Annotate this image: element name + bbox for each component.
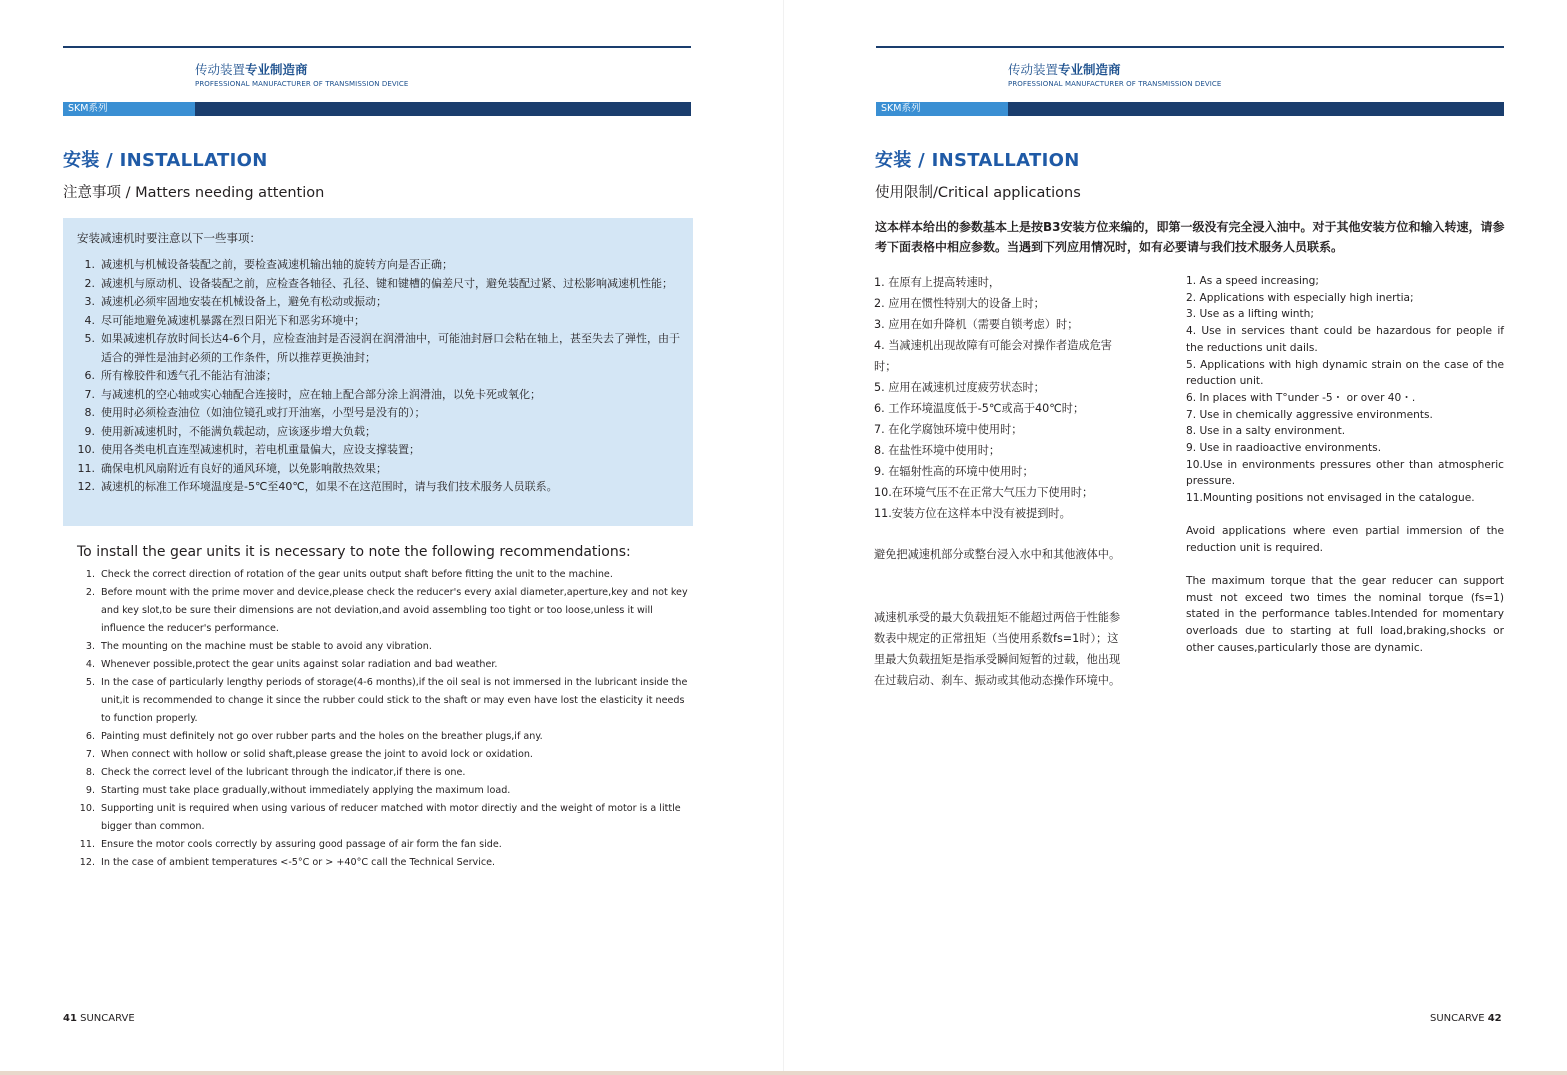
list-item	[77, 728, 697, 746]
brand-title-cn: 传动装置专业制造商	[1008, 62, 1121, 77]
critical-list-cn	[874, 272, 1124, 524]
list-item	[77, 638, 697, 656]
list-item-text: Starting must take place gradually,without immediately applying the maximum load.	[101, 785, 511, 796]
list-item-text: 减速机与机械设备装配之前，要检查减速机输出轴的旋转方向是否正确；	[101, 258, 453, 271]
brand-title-en: PROFESSIONAL MANUFACTURER OF TRANSMISSION DEVICE	[1008, 80, 1222, 88]
list-item: 3. Use as a lifting winth;	[1186, 308, 1314, 321]
list-item	[77, 330, 689, 367]
list-item: 10.Use in environments pressures other than atmospheric pressure.	[1186, 458, 1504, 488]
list-item-number: 7.	[84, 387, 95, 401]
list-item-number: 12.	[77, 480, 95, 493]
list-item: 2. 应用在惯性特别大的设备上时；	[874, 297, 1045, 310]
list-item-text: 所有橡胶件和透气孔不能沾有油漆；	[101, 369, 277, 382]
list-item-text: 与减速机的空心轴或实心轴配合连接时，应在轴上配合部分涂上润滑油，以免卡死或氧化；	[101, 387, 541, 401]
list-item: 3. 应用在如升降机（需要自锁考虑）时；	[874, 318, 1079, 331]
list-item: 4. Use in services thant could be hazardous for people if the reductions unit dails.	[1186, 325, 1504, 354]
list-item-number: 2.	[85, 587, 95, 598]
list-item	[77, 854, 697, 872]
list-item-text: The mounting on the machine must be stable to avoid any vibration.	[101, 641, 432, 652]
en-notes-list	[77, 566, 697, 872]
list-item-number: 12.	[79, 857, 95, 868]
list-item-number: 5.	[84, 332, 95, 345]
series-tag: SKM系列	[63, 102, 195, 116]
list-item: 9. Use in raadioactive environments.	[1186, 442, 1382, 455]
list-item-number: 6.	[85, 731, 95, 742]
list-item-number: 7.	[85, 749, 95, 760]
section-subtitle: 使用限制/Critical applications	[875, 185, 1081, 201]
list-item: 6. 工作环境温度低于-5℃或高于40℃时；	[874, 402, 1085, 415]
list-item-text: 使用时必须检查油位（如油位镜孔或打开油塞，小型号是没有的）；	[101, 406, 426, 419]
list-item	[77, 386, 689, 405]
list-item-number: 6.	[84, 369, 95, 382]
list-item-number: 11.	[79, 839, 95, 850]
header-rule	[63, 46, 691, 48]
torque-note-en: The maximum torque that the gear reducer can support must not exceed two times the nominal torque (fs=1) stated in the performance tables.Intended for momentary overloads due to starting at full load,braking,shocks or other causes,particularly those are dynamic.	[1186, 575, 1504, 654]
list-item-text: 减速机必须牢固地安装在机械设备上，避免有松动或振动；	[101, 295, 387, 308]
list-item-text: 减速机与原动机、设备装配之前，应检查各轴径、孔径、键和键槽的偏差尺寸，避免装配过紧、过松影响减速机性能；	[101, 276, 673, 290]
series-bar	[876, 102, 1504, 116]
list-item-text: 确保电机风扇附近有良好的通风环境，以免影响散热效果；	[101, 461, 387, 475]
list-item: 4. 当减速机出现故障有可能会对操作者造成危害时；	[874, 339, 1112, 373]
list-item	[77, 460, 689, 479]
list-item	[77, 800, 697, 836]
list-item	[77, 478, 689, 497]
list-item	[77, 312, 689, 331]
list-item-number: 3.	[84, 295, 95, 308]
critical-list-en	[1186, 273, 1504, 507]
list-item	[77, 746, 697, 764]
cn-notes-intro: 安装减速机时要注意以下一些事项：	[77, 231, 261, 245]
list-item	[77, 441, 689, 460]
immersion-note-cn: 避免把减速机部分或整台浸入水中和其他液体中。	[874, 548, 1121, 561]
section-subtitle: 注意事项 / Matters needing attention	[63, 185, 325, 201]
brand-header	[195, 62, 408, 89]
list-item: 2. Applications with especially high inertia;	[1186, 291, 1414, 304]
list-item-text: Before mount with the prime mover and device,please check the reducer's every axial diameter,aperture,key and not key and key slot,to be sure their dimensions are not deviation,and avoid assembling too tight or too loose,unless it will influence the reducer's performance.	[101, 587, 688, 634]
list-item-text: 使用各类电机直连型减速机时，若电机重量偏大，应设支撑装置；	[101, 443, 420, 456]
cn-notes-list	[77, 256, 689, 497]
list-item-number: 8.	[85, 767, 95, 778]
list-item: 5. 应用在减速机过度疲劳状态时；	[874, 381, 1045, 394]
list-item	[77, 656, 697, 674]
list-item: 10.在环境气压不在正常大气压力下使用时；	[874, 486, 1094, 499]
list-item	[77, 764, 697, 782]
list-item-text: 尽可能地避免减速机暴露在烈日阳光下和恶劣环境中；	[101, 313, 365, 327]
page-number: 42	[1487, 1013, 1502, 1024]
list-item	[77, 367, 689, 386]
series-tag: SKM系列	[876, 102, 1008, 116]
list-item	[77, 836, 697, 854]
bottom-edge	[0, 1071, 1567, 1075]
list-item	[77, 256, 689, 275]
list-item-text: Painting must definitely not go over rubber parts and the holes on the breather plugs,if any.	[101, 731, 543, 742]
section-title: 安装 / INSTALLATION	[875, 150, 1080, 171]
list-item	[77, 293, 689, 312]
list-item-text: 使用新减速机时，不能满负载起动，应该逐步增大负载；	[101, 424, 376, 438]
immersion-note-en: Avoid applications where even partial immersion of the reduction unit is required.	[1186, 525, 1504, 554]
list-item-number: 10.	[79, 803, 95, 814]
list-item-number: 1.	[85, 569, 95, 580]
torque-note-cn: 减速机承受的最大负载扭矩不能超过两倍于性能参数表中规定的正常扭矩（当使用系数fs=1时）；这里最大负载扭矩是指承受瞬间短暂的过载，他出现在过载启动、刹车、振动或其他动态操作环境中。	[874, 611, 1121, 687]
list-item	[77, 275, 689, 294]
list-item-number: 10.	[77, 443, 95, 456]
list-item-number: 2.	[84, 276, 95, 290]
en-notes-intro: To install the gear units it is necessary to note the following recommendations:	[77, 544, 631, 560]
list-item-number: 3.	[85, 641, 95, 652]
list-item: 7. Use in chemically aggressive environments.	[1186, 408, 1433, 421]
series-bar	[63, 102, 691, 116]
list-item-number: 4.	[84, 313, 95, 327]
list-item-text: Check the correct direction of rotation of the gear units output shaft before fitting the unit to the machine.	[101, 569, 613, 580]
list-item-text: In the case of ambient temperatures <-5°C or > +40°C call the Technical Service.	[101, 857, 496, 868]
list-item-text: 减速机的标准工作环境温度是-5℃至40℃，如果不在这范围时，请与我们技术服务人员联系。	[101, 480, 558, 493]
list-item-number: 8.	[84, 406, 95, 419]
list-item: 11.Mounting positions not envisaged in the catalogue.	[1186, 492, 1475, 505]
footer-brand: SUNCARVE	[80, 1013, 135, 1024]
right-page	[784, 0, 1567, 1075]
list-item	[77, 674, 697, 728]
list-item-number: 11.	[77, 461, 95, 475]
list-item	[77, 404, 689, 423]
page-footer-left	[63, 1013, 135, 1025]
list-item: 11.安装方位在这样本中没有被提到时。	[874, 507, 1071, 520]
list-item-number: 9.	[84, 424, 95, 438]
list-item-number: 4.	[85, 659, 95, 670]
list-item: 8. 在盐性环境中使用时；	[874, 444, 1001, 457]
list-item: 5. Applications with high dynamic strain on the case of the reduction unit.	[1186, 358, 1504, 388]
page-number: 41	[63, 1013, 77, 1024]
page-footer-right	[1430, 1013, 1502, 1025]
list-item-text: 如果减速机存放时间长达4-6个月，应检查油封是否浸润在润滑油中，可能油封唇口会粘在轴上，甚至失去了弹性，由于适合的弹性是油封必须的工作条件，所以推荐更换油封；	[101, 332, 680, 364]
list-item-text: Ensure the motor cools correctly by assuring good passage of air form the fan side.	[101, 839, 502, 850]
list-item-text: Whenever possible,protect the gear units against solar radiation and bad weather.	[101, 659, 498, 670]
header-rule	[876, 46, 1504, 48]
list-item-number: 9.	[85, 785, 95, 796]
list-item	[77, 566, 697, 584]
list-item	[77, 584, 697, 638]
cn-notes-box	[63, 218, 693, 526]
brand-header	[1008, 62, 1221, 89]
list-item-text: Check the correct level of the lubricant through the indicator,if there is one.	[101, 767, 466, 778]
list-item	[77, 782, 697, 800]
list-item	[77, 423, 689, 442]
list-item: 8. Use in a salty environment.	[1186, 425, 1346, 438]
list-item-number: 5.	[85, 677, 95, 688]
list-item-text: When connect with hollow or solid shaft,please grease the joint to avoid lock or oxidation.	[101, 749, 533, 760]
list-item: 7. 在化学腐蚀环境中使用时；	[874, 423, 1023, 436]
list-item: 1. 在原有上提高转速时，	[874, 276, 1001, 289]
list-item: 9. 在辐射性高的环境中使用时；	[874, 465, 1034, 478]
left-page	[0, 0, 783, 1075]
list-item-number: 1.	[84, 258, 95, 271]
list-item-text: Supporting unit is required when using various of reducer matched with motor directiy and the weight of motor is a little bigger than common.	[101, 803, 681, 832]
brand-title-en: PROFESSIONAL MANUFACTURER OF TRANSMISSION DEVICE	[195, 80, 409, 88]
footer-brand: SUNCARVE	[1430, 1013, 1485, 1024]
list-item: 1. As a speed increasing;	[1186, 275, 1319, 287]
list-item-text: In the case of particularly lengthy periods of storage(4-6 months),if the oil seal is not immersed in the lubricant inside the unit,it is recommended to change it since the rubber could stick to the shaft or may even have lost the elasticity it needs to function properly.	[101, 677, 688, 724]
section-title: 安装 / INSTALLATION	[63, 150, 268, 171]
list-item: 6. In places with T°under -5・ or over 40・.	[1186, 391, 1416, 404]
brand-title-cn: 传动装置专业制造商	[195, 62, 308, 77]
application-note: 这本样本给出的参数基本上是按B3安装方位来编的，即第一级没有完全浸入油中。对于其他安装方位和输入转速，请参考下面表格中相应参数。当遇到下列应用情况时，如有必要请与我们技术服务人员联系。	[875, 220, 1505, 254]
